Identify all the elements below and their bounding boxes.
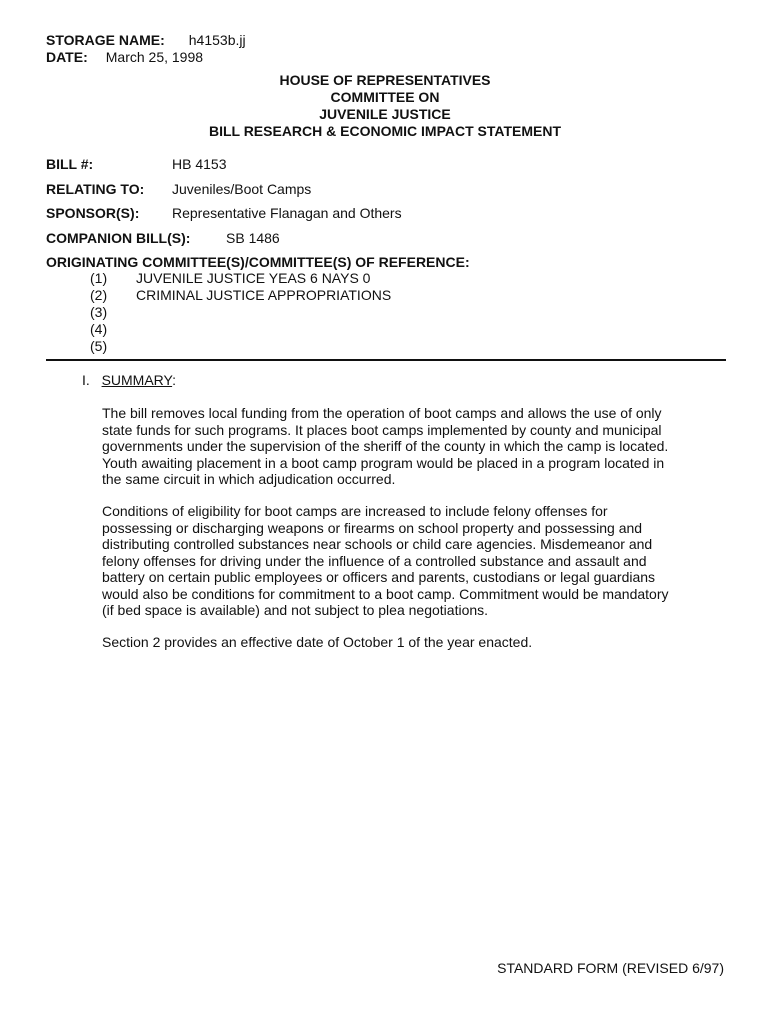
- summary-paragraph-1: [102, 405, 732, 488]
- committee-number: (2): [90, 287, 108, 303]
- originating-committee-row: ORIGINATING COMMITTEE(S)/COMMITTEE(S) OF REFERENCE:: [46, 254, 470, 270]
- title-line-4: BILL RESEARCH & ECONOMIC IMPACT STATEMENT: [208, 123, 562, 139]
- originating-committee-label: ORIGINATING COMMITTEE(S)/COMMITTEE(S) OF REFERENCE: [46, 254, 465, 270]
- paragraph-line: felony offenses for driving under the influence of a controlled substance and assault and: [102, 552, 647, 569]
- list-item: [0, 321, 770, 338]
- paragraph-line: distributing controlled substances near schools or child care agencies. Misdemeanor and: [102, 536, 653, 552]
- summary-paragraph-2: [102, 503, 732, 619]
- companion-bill-row: COMPANION BILL(S):: [46, 230, 191, 246]
- list-item: [0, 287, 770, 304]
- title-line-1: HOUSE OF REPRESENTATIVES: [279, 72, 491, 88]
- committee-list: [0, 270, 770, 355]
- companion-bill-label: COMPANION BILL(S): [46, 230, 186, 246]
- paragraph-line: Conditions of eligibility for boot camps are increased to include felony offenses for: [102, 503, 608, 519]
- date-value: March 25, 1998: [105, 48, 204, 65]
- document-title: [46, 72, 724, 140]
- companion-bill-value: SB 1486: [226, 230, 280, 246]
- committee-name: JUVENILE JUSTICE YEAS 6 NAYS 0: [136, 270, 371, 286]
- committee-name: CRIMINAL JUSTICE APPROPRIATIONS: [136, 287, 392, 303]
- relating-to-label: RELATING TO: [46, 181, 140, 197]
- date-label: DATE: [46, 48, 84, 65]
- storage-name-label: STORAGE NAME: [46, 32, 161, 48]
- paragraph-line: governments under the supervision of the sheriff of the county in which the camp is located.: [102, 438, 669, 454]
- summary-heading: I. SUMMARY:: [82, 372, 176, 388]
- sponsor-row: SPONSOR(S):: [46, 205, 140, 221]
- list-item: [0, 270, 770, 287]
- title-line-3: JUVENILE JUSTICE: [319, 106, 451, 122]
- sponsor-value: Representative Flanagan and Others: [172, 205, 402, 221]
- summary-paragraph-3: [102, 634, 732, 651]
- paragraph-line: The bill removes local funding from the operation of boot camps and allows the use of only: [102, 405, 662, 421]
- bill-number-value: HB 4153: [172, 156, 227, 172]
- paragraph-line: would also be conditions for commitment to a boot camp. Commitment would be mandatory: [102, 585, 669, 602]
- paragraph-line: Section 2 provides an effective date of October 1 of the year enacted.: [102, 634, 533, 650]
- list-item: [0, 338, 770, 355]
- section-numeral: I.: [82, 372, 90, 388]
- paragraph-line: battery on certain public employees or officers and parents, custodians or legal guardians: [102, 569, 656, 585]
- sponsor-label: SPONSOR(S): [46, 205, 135, 221]
- section-divider: [46, 359, 726, 361]
- committee-number: (1): [90, 270, 108, 286]
- relating-to-row: RELATING TO:: [46, 181, 145, 197]
- paragraph-line: possessing or discharging weapons or firearms on school property and possessing and: [102, 519, 643, 536]
- paragraph-line: state funds for such programs. It places boot camps implemented by county and municipal: [102, 421, 662, 438]
- storage-name-value: h4153b.jj: [188, 32, 246, 48]
- summary-heading-text: SUMMARY: [101, 372, 173, 388]
- document-header: STORAGE NAME: h4153b.jj DATE: March 25, 1998: [46, 32, 246, 65]
- committee-number: (3): [90, 304, 108, 320]
- committee-number: (4): [90, 321, 108, 337]
- form-footer: STANDARD FORM (REVISED 6/97): [497, 960, 724, 976]
- title-line-2: COMMITTEE ON: [330, 89, 440, 105]
- list-item: [0, 304, 770, 321]
- bill-number-label: BILL #: [46, 156, 89, 172]
- bill-number-row: BILL #:: [46, 156, 94, 172]
- committee-number: (5): [90, 338, 108, 354]
- relating-to-value: Juveniles/Boot Camps: [172, 181, 312, 197]
- paragraph-line: the same circuit in which adjudication occurred.: [102, 471, 396, 487]
- paragraph-line: (if bed space is available) and not subject to plea negotiations.: [102, 602, 489, 618]
- paragraph-line: Youth awaiting placement in a boot camp program would be placed in a program located in: [102, 454, 665, 471]
